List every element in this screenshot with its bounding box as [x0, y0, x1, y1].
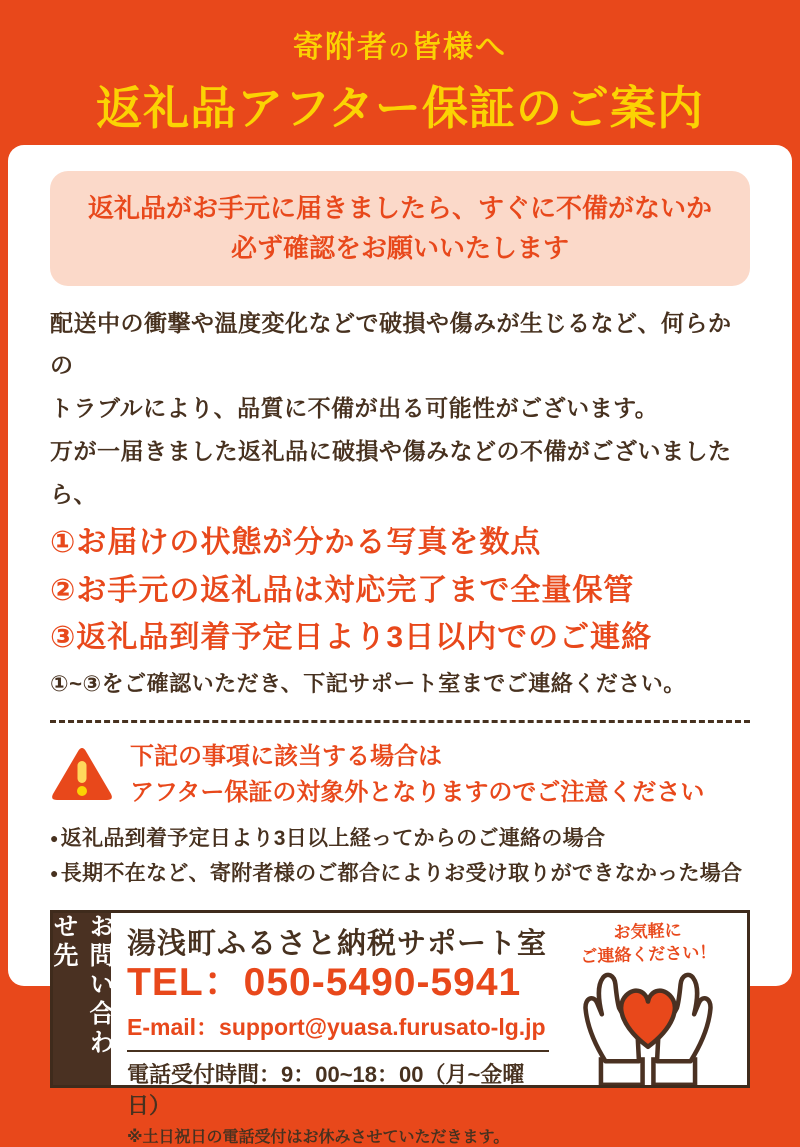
steps-note: ①~③をご確認いただき、下記サポート室までご連絡ください。	[50, 670, 686, 696]
required-steps-list	[50, 519, 750, 660]
step-3: ③返礼品到着予定日より3日以内でのご連絡	[50, 620, 653, 654]
support-office-name: 湯浅町ふるさと納税サポート室	[127, 928, 548, 961]
header-subtitle-prefix: 寄附者	[293, 31, 389, 64]
page-title: 返礼品アフター保証のご案内	[96, 82, 704, 134]
caution-text	[130, 739, 704, 811]
header-subtitle-no: の	[389, 40, 411, 62]
hands-holding-heart-icon	[553, 967, 743, 1085]
intro-line1: 配送中の衝撃や温度変化などで破損や傷みが生じるなど、何らかの	[50, 309, 732, 379]
warning-triangle-icon	[50, 745, 114, 805]
contact-divider	[127, 1050, 549, 1052]
intro-line2: トラブルにより、品質に不備が出る可能性がございます。	[50, 395, 659, 422]
check-reminder-line1: 返礼品がお手元に届きましたら、すぐに不備がないか	[87, 193, 712, 223]
email-address: E-mail：support@yuasa.furusato-lg.jp	[127, 1013, 546, 1040]
phone-hours-note: ※土日祝日の電話受付はお休みさせていただきます。	[127, 1128, 510, 1146]
callout-line2: ご連絡ください！	[580, 942, 717, 967]
exclusion-item-2: ● 長期不在など、寄附者様のご都合によりお受け取りができなかった場合	[50, 856, 750, 892]
content-panel	[8, 145, 792, 1146]
contact-details	[111, 913, 549, 1146]
intro-line3: 万が一届きました返礼品に破損や傷みなどの不備がございましたら、	[50, 437, 732, 507]
exclusion-item-1: ● 返礼品到着予定日より3日以上経ってからのご連絡の場合	[50, 821, 750, 857]
callout-text	[548, 918, 747, 971]
contact-sidebar-label: お問い合わせ先	[53, 913, 111, 1085]
header-banner	[0, 0, 800, 145]
header-subtitle-suffix: 皆様へ	[411, 31, 507, 64]
header-subtitle	[0, 22, 800, 66]
check-reminder-box	[50, 171, 750, 286]
dashed-divider	[50, 720, 750, 723]
hands-heart-illustration	[549, 913, 747, 1085]
caution-line2: アフター保証の対象外となりますのでご注意ください	[130, 778, 705, 806]
phone-hours: 電話受付時間：9：00~18：00（月~金曜日）	[127, 1061, 525, 1118]
step-2: ②お手元の返礼品は対応完了まで全量保管	[50, 573, 635, 607]
intro-paragraph	[50, 302, 750, 516]
contact-box	[50, 910, 750, 1146]
caution-line1: 下記の事項に該当する場合は	[130, 742, 442, 770]
caution-block	[50, 739, 750, 811]
check-reminder-line2: 必ず確認をお願いいたします	[230, 233, 569, 264]
callout-line1: お気軽に	[613, 920, 682, 943]
exclusion-list	[50, 821, 750, 892]
step-1: ①お届けの状態が分かる写真を数点	[50, 526, 542, 560]
phone-number: TEL：050-5490-5941	[127, 961, 522, 1005]
